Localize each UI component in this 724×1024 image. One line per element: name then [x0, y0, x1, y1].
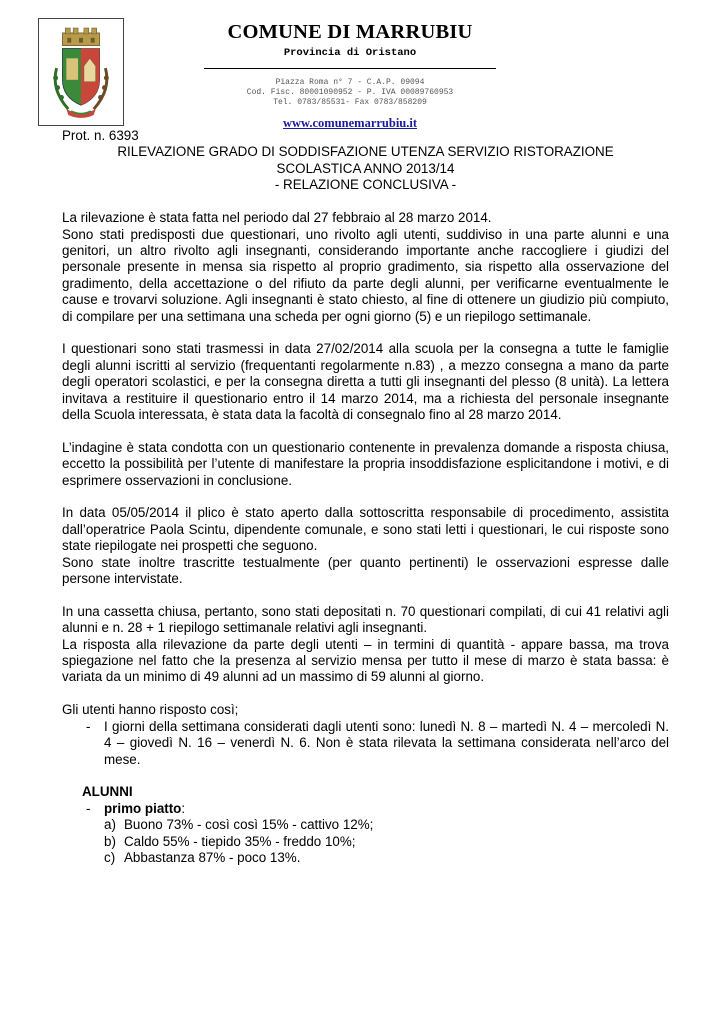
- option-letter: b): [104, 833, 116, 849]
- primo-piatto-label: primo piatto: [104, 800, 182, 816]
- option-a: [62, 817, 669, 833]
- municipality-title: COMUNE DI MARRUBIU: [227, 21, 473, 43]
- tax-code-line: Cod. Fisc. 80001090952 - P. IVA 00089760953: [246, 88, 454, 98]
- paragraph-opening: In data 05/05/2014 il plico è stato aperto dalla sottoscritta responsabile di procedimento, assistita dall’operatrice Paola Scintu, dipendente comunale, e sono stati letti i questionari, le cui risposte sono state riepilogate nei prospetti che seguono.: [62, 505, 669, 554]
- document-heading-line-2: SCOLASTICA ANNO 2013/14: [276, 160, 455, 176]
- list-item: [62, 719, 669, 768]
- bullet-dash: -: [86, 718, 91, 734]
- paragraph-intro-results: Gli utenti hanno risposto così;: [62, 702, 239, 718]
- option-letter: c): [104, 849, 116, 865]
- weekday-results: I giorni della settimana considerati dagli utenti sono: lunedì N. 8 – martedì N. 4 – mercoledì N. 4 – giovedì N. 16 – venerdì N. 6. Non è stata rilevata la settimana considerata nell’arco del mese.: [104, 718, 669, 767]
- paragraph-method: L’indagine è stata condotta con un questionario contenente in prevalenza domande a risposta chiusa, eccetto la possibilità per l’utente di manifestare la propria insoddisfazione esplicitandone i motivi, e di esprimere osservazioni in conclusione.: [62, 439, 669, 488]
- option-text: Abbastanza 87% - poco 13%.: [124, 849, 301, 865]
- option-text: Buono 73% - così così 15% - cattivo 12%;: [124, 817, 374, 833]
- paragraph-response: La risposta alla rilevazione da parte degli utenti – in termini di quantità - appare bassa, ma trova spiegazione nel fatto che la presenza al servizio mensa per tutto il mese di marzo è stata bassa: è variata da un minimo di 49 alunni ad un massimo di 59 alunni al giorno.: [62, 636, 669, 685]
- section-heading-alunni: ALUNNI: [82, 784, 133, 800]
- option-c: [62, 850, 669, 866]
- document-body: [62, 128, 669, 866]
- province-name: Provincia di Oristano: [283, 47, 417, 59]
- paragraph-period: La rilevazione è stata fatta nel periodo dal 27 febbraio al 28 marzo 2014.: [62, 210, 492, 226]
- paragraph-questionnaires: Sono stati predisposti due questionari, uno rivolto agli utenti, suddiviso in una parte alunni e una genitori, un altro rivolto agli insegnanti, considerando importante anche raccogliere i giudizi del personale presente in mensa sia rispetto al proprio gradimento, sia rispetto alla osservazione del gradimento, della accettazione o del rifiuto da parte degli alunni, per verificarne eventualmente le cause e trovarvi soluzione. Agli insegnanti è stato chiesto, al fine di ottenere un giudizio più compiuto, di compilare per una settimana una scheda per ogni giorno (5) e un riepilogo settimanale.: [62, 226, 669, 324]
- list-item: [62, 801, 669, 817]
- paragraph-distribution: I questionari sono stati trasmessi in data 27/02/2014 alla scuola per la consegna a tutte le famiglie degli alunni iscritti al servizio (frequentanti regolarmente n.83) , a mezzo consegna a mano da parte degli operatori scolastici, e per la consegna diretta a tutti gli insegnanti del plesso (8 unità). La lettera invitava a restituire il questionario entro il 14 marzo 2014, ma a richiesta del personale insegnante della Scuola interessata, è stata data la facoltà di consegnalo fino al 28 marzo 2014.: [62, 341, 669, 423]
- option-letter: a): [104, 817, 116, 833]
- paragraph-transcription: Sono state inoltre trascritte testualmente (per quanto pertinenti) le osservazioni espresse dalle persone intervistate.: [62, 554, 669, 587]
- alunni-list: [62, 801, 669, 817]
- header-divider: [204, 68, 496, 69]
- letterhead: [204, 20, 496, 132]
- document-heading-line-1: RILEVAZIONE GRADO DI SODDISFAZIONE UTENZA SERVIZIO RISTORAZIONE: [117, 144, 614, 159]
- phone-line: Tel. 0783/85531- Fax 0783/858209: [273, 98, 427, 108]
- bullet-dash: -: [86, 800, 91, 816]
- protocol-number: Prot. n. 6393: [62, 128, 139, 143]
- address-line: Piazza Roma n° 7 - C.A.P. 09094: [275, 78, 425, 87]
- results-list: [62, 719, 669, 768]
- coat-of-arms: [38, 18, 124, 126]
- paragraph-count: In una cassetta chiusa, pertanto, sono stati depositati n. 70 questionari compilati, di cui 41 relativi agli alunni e n. 28 + 1 riepilogo settimanale relativi agli insegnanti.: [62, 603, 669, 636]
- primo-piatto-colon: :: [181, 800, 186, 816]
- coat-of-arms-icon: [39, 19, 123, 125]
- option-text: Caldo 55% - tiepido 35% - freddo 10%;: [124, 833, 356, 849]
- document-heading-line-3: - RELAZIONE CONCLUSIVA -: [274, 177, 457, 193]
- option-b: [62, 834, 669, 850]
- website-link[interactable]: www.comunemarrubiu.it: [282, 115, 418, 130]
